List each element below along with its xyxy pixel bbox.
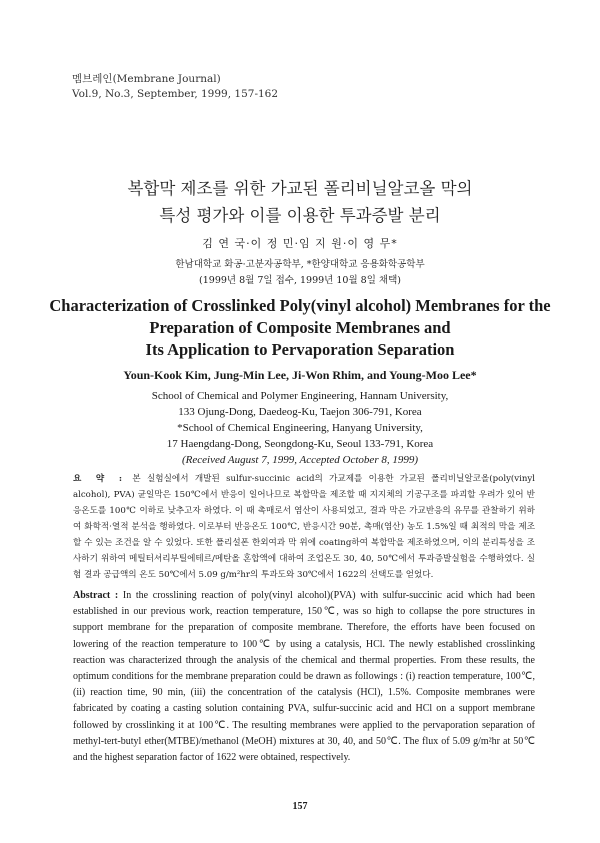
english-abstract-lead: Abstract : (73, 590, 119, 601)
english-affiliation-line1: School of Chemical and Polymer Engineering, Hannam University, (151, 390, 449, 402)
korean-abstract-lead: 요 약 : (73, 474, 126, 484)
english-title-line2: Preparation of Composite Membranes and (149, 318, 451, 337)
korean-authors: 김 연 국·이 정 민·임 지 원·이 영 무* (202, 237, 398, 250)
english-abstract (73, 588, 535, 766)
english-affiliation-line2: 133 Ojung-Dong, Daedeog-Ku, Taejon 306-791, Korea (178, 406, 422, 418)
journal-header (72, 72, 278, 102)
journal-volume: Vol.9, No.3, September, 1999, 157-162 (72, 88, 279, 100)
english-title-line1: Characterization of Crosslinked Poly(vinyl alcohol) Membranes for the (49, 296, 551, 315)
korean-abstract (73, 471, 535, 583)
page-number: 157 (292, 801, 308, 812)
korean-received: (1999년 8월 7일 접수, 1999년 10월 8일 채택) (199, 275, 401, 286)
english-received: (Received August 7, 1999, Accepted October 8, 1999) (181, 454, 419, 466)
korean-title-line1: 복합막 제조를 위한 가교된 폴리비닐알코올 막의 (127, 179, 473, 198)
korean-title-line2: 특성 평가와 이를 이용한 투과증발 분리 (159, 206, 441, 225)
english-title-line3: Its Application to Pervaporation Separation (145, 340, 455, 359)
english-abstract-text: In the crosslining reaction of poly(vinyl alcohol)(PVA) with sulfur-succinic acid which had been established in our previous work, reaction temperature, 150℃, was so high to collapse the pore structures in support membrane for the preparation of composite membrane. Therefore, the efforts have been focused on lowering of the reaction temperature to 100℃ by using a catalysis, HCl. The newly established crosslinking reaction was characterized through the analysis of the chemical and thermal properties. From these results, the optimum conditions for the membrane preparation could be drawn as followings : (i) reaction temperature, 100℃, (ii) reaction time, 90 min, (iii) the concentration of the catalysis (HCl), 1.5%. Composite membranes were fabricated by coating a casting solution containing PVA, sulfur-succinic acid and HCl on a support membrane followed by crosslinking it at 100℃. The resulting membranes were applied to the pervaporation separation of methyl-tert-butyl ether(MTBE)/methanol (MeOH) mixtures at 30, 40, and 50℃. The flux of 5.09 g/m²hr at 50℃ and the highest separation factor of 1622 were obtained, respectively. (73, 590, 536, 764)
english-authors: Youn-Kook Kim, Jung-Min Lee, Ji-Won Rhim, and Young-Moo Lee* (123, 368, 477, 382)
english-affiliation-line3: *School of Chemical Engineering, Hanyang University, (177, 422, 423, 434)
english-affiliation-line4: 17 Haengdang-Dong, Seongdong-Ku, Seoul 133-791, Korea (166, 438, 434, 450)
korean-abstract-text: 본 실험실에서 개발된 sulfur-succinic acid의 가교제를 이용한 가교된 폴리비닐알코올(poly(vinyl alcohol), PVA) 균일막은 150℃에서 반응이 일어나므로 복합막을 제조할 때 지지체의 기공구조를 파괴할 우려가 있어 반응온도를 100℃ 이하로 낮추고자 하였다. 이 때 촉매로서 염산이 사용되었고, 결과 막은 가교반응의 유무를 관찰하기 위하여 화학적·열적 분석을 행하였다. 이로부터 반응온도 100℃, 반응시간 90분, 촉매(염산) 농도 1.5%일 때 최적의 막을 제조할 수 있는 조건을 알 수 있었다. 또한 폴리설폰 한외여과 막 위에 coating하여 복합막을 제조하였으며, 이의 분리특성을 조사하기 위하여 메틸터셔리부틸에테르/메탄올 혼합액에 대하여 조업온도 30, 40, 50℃에서 투과증발실험을 수행하였다. 실험 결과 공급액의 온도 50℃에서 5.09 g/m²hr의 투과도와 30℃에서 1622의 선택도를 얻었다. (73, 474, 536, 580)
journal-name: 멤브레인(Membrane Journal) (72, 73, 221, 85)
korean-affiliation: 한남대학교 화공·고분자공학부, *한양대학교 응용화학공학부 (175, 259, 425, 270)
